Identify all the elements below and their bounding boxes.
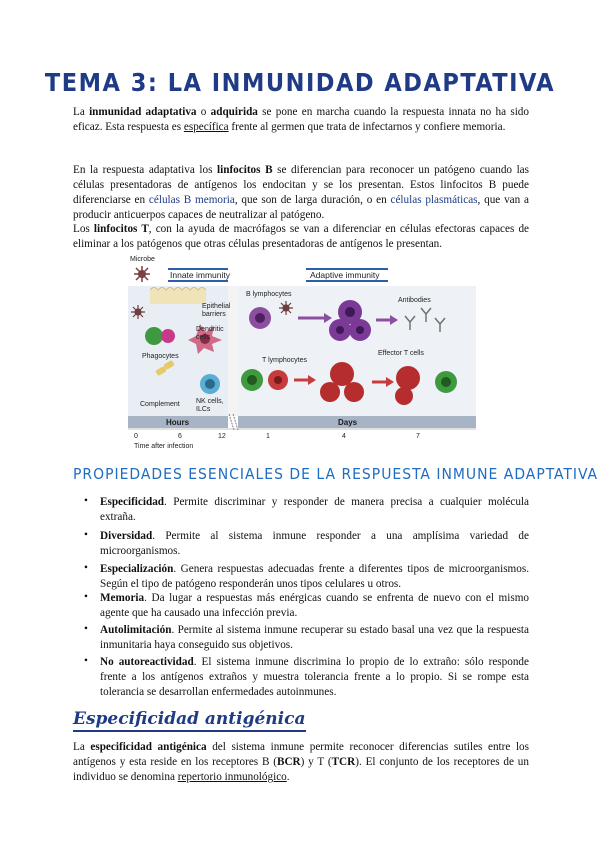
t-lymphocytes-label: T lymphocytes (262, 357, 307, 364)
innate-label: Innate immunity (170, 270, 230, 280)
paragraph-intro: La inmunidad adaptativa o adquirida se pone en marcha cuando la respuesta innata no ha sido eficaz. Esta respuesta es específica frente al germen que trata de infectarnos y confiere memoria. (73, 106, 529, 133)
adaptive-label: Adaptive immunity (310, 270, 380, 280)
phagocytes-label: Phagocytes (142, 353, 179, 360)
list-item: • Autolimitación. Permite al sistema inmune recuperar su estado basal una vez que la respuesta inmunitaria haya conseguido sus objetivos. (84, 623, 529, 651)
tick-label: 6 (178, 433, 182, 440)
list-item: • Especialización. Genera respuestas adecuadas frente a diferentes tipos de microorganismos. Según el tipo de patógeno responderán unos tipos celulares u otros. (84, 562, 529, 590)
tick-label: 4 (342, 433, 346, 440)
tick-label: 7 (416, 433, 420, 440)
hours-label: Hours (166, 418, 190, 427)
tick-label: 12 (218, 433, 226, 440)
microbe-label: Microbe (130, 256, 155, 263)
paragraph-specificity: La especificidad antigénica del sistema inmune permite reconocer diferencias sutiles entre los antígenos y esta reside en los receptores B (BCR) y T (TCR). El conjunto de los receptores de un individuo se denomina repertorio inmunológico. (73, 741, 529, 783)
paragraph-t-lymphocytes: Los linfocitos T, con la ayuda de macrófagos se van a diferenciar en células efectoras capaces de eliminar a los patógenos que otras células presentadoras de antígenos le presentan. (73, 223, 530, 250)
microbe-icon (279, 301, 293, 315)
antibodies-label: Antibodies (398, 297, 431, 304)
b-lymphocytes-label: B lymphocytes (246, 291, 292, 298)
complement-label: Complement (140, 401, 180, 408)
dendritic-label-2: cells (196, 334, 211, 341)
phagocyte-icon (145, 327, 163, 345)
days-label: Days (338, 418, 358, 427)
epithelial-label: Epithelial (202, 303, 231, 310)
phagocyte-icon (161, 329, 175, 343)
t-lymphocyte-icon (396, 366, 420, 390)
page-title: TEMA 3: LA INMUNIDAD ADAPTATIVA (44, 68, 556, 97)
microbe-icon (134, 266, 150, 282)
dendritic-label: Dendritic (196, 326, 224, 333)
tick-label: 1 (266, 433, 270, 440)
tick-label: 0 (134, 433, 138, 440)
nk-label: NK cells, (196, 398, 224, 405)
t-lymphocyte-icon (395, 387, 413, 405)
effector-label: Effector T cells (378, 350, 424, 357)
epithelial-barrier-icon (150, 288, 206, 305)
microbe-icon (131, 305, 145, 319)
list-item: • Especificidad. Permite discriminar y responder de manera precisa a cualquier molécula extraña. (84, 495, 529, 523)
immunity-figure (128, 252, 476, 452)
t-lymphocyte-icon (344, 382, 364, 402)
t-lymphocyte-icon (320, 382, 340, 402)
list-item: • Memoria. Da lugar a respuestas más enérgicas cuando se enfrenta de nuevo con el mismo agente que ha causado una infección previa. (84, 591, 529, 619)
section-heading-specificity: Especificidad antigénica (73, 709, 306, 732)
time-axis-label: Time after infection (134, 443, 194, 450)
list-item: • No autoreactividad. El sistema inmune discrimina lo propio de lo extraño: sólo responde frente a los antígenos extraños y muestra tolerancia frente a lo propio. Si se rompe esta tolerancia se desarrollan enfermedades autoinmunes. (84, 655, 529, 698)
paragraph-b-lymphocytes: En la respuesta adaptativa los linfocitos B se diferencian para reconocer un patógeno cuando las células presentadoras de antígenos los endocitan y se los presentan. Estos linfocitos B puede diferenciarse en células B memoria, que son de larga duración, o en células plasmáticas, que van a producir anticuerpos capaces de neutralizar al patógeno. (73, 164, 530, 221)
nk-label-2: ILCs (196, 406, 211, 413)
t-lymphocyte-icon (330, 362, 354, 386)
section-heading-properties: PROPIEDADES ESENCIALES DE LA RESPUESTA INMUNE ADAPTATIVA (73, 465, 599, 483)
epithelial-label-2: barriers (202, 311, 226, 318)
list-item: • Diversidad. Permite al sistema inmune responder a una amplísima variedad de microorganismos. (84, 529, 529, 557)
